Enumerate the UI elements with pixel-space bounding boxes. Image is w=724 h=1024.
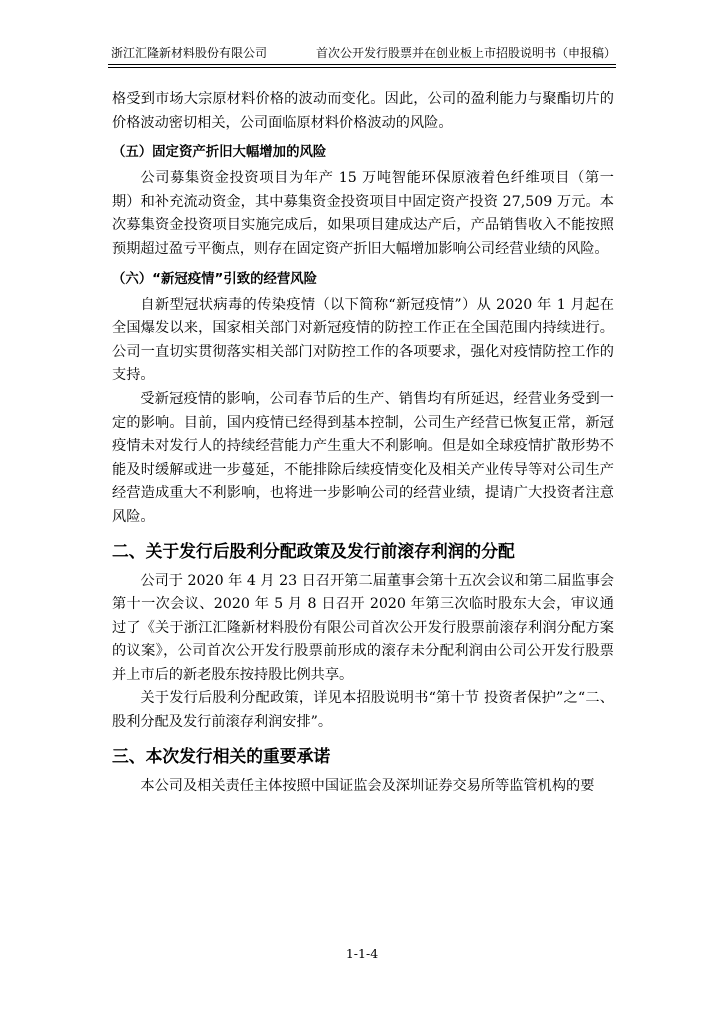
section-heading-2: 二、关于发行后股利分配政策及发行前滚存利润的分配 xyxy=(112,540,515,561)
page-content xyxy=(112,88,614,798)
page-number: 1-1-4 xyxy=(345,946,379,961)
paragraph-3: 本公司及相关责任主体按照中国证监会及深圳证券交易所等监管机构的要 xyxy=(140,777,595,794)
page-header xyxy=(108,40,616,67)
paragraph-2a: 公司于 2020 年 4 月 23 日召开第二届董事会第十五次会议和第二届监事会第十一次会议、2020 年 5 月 8 日召开 2020 年第三次临时股东大会，审议通过了《关于浙江汇隆新材料股份有限公司首次公开发行股票前滚存利润分配方案的议案》，公司首次公开发行股票前形成的滚存未分配利润由公司公开发行股票并上市后的新老股东按持股比例共享。 xyxy=(112,572,614,683)
paragraph-6b: 受新冠疫情的影响，公司春节后的生产、销售均有所延迟，经营业务受到一定的影响。目前，国内疫情已经得到基本控制，公司生产经营已恢复正常，新冠疫情未对发行人的持续经营能力产生重大不利影响。但是如全球疫情扩散形势不能及时缓解或进一步蔓延，不能排除后续疫情变化及相关产业传导等对公司生产经营造成重大不利影响，也将进一步影响公司的经营业绩，提请广大投资者注意风险。 xyxy=(112,390,614,525)
header-company-name: 浙江汇隆新材料股份有限公司 xyxy=(111,46,268,60)
section-heading-6: （六）“新冠疫情”引致的经营风险 xyxy=(112,271,318,287)
section-heading-3: 三、本次发行相关的重要承诺 xyxy=(112,745,331,766)
paragraph-intro: 格受到市场大宗原材料价格的波动而变化。因此，公司的盈利能力与聚酯切片的价格波动密切相关，公司面临原材料价格波动的风险。 xyxy=(112,91,614,131)
header-rule-thick xyxy=(108,64,616,65)
paragraph-5: 公司募集资金投资项目为年产 15 万吨智能环保原液着色纤维项目（第一期）和补充流动资金，其中募集资金投资项目中固定资产投资 27,509 万元。本次募集资金投资项目实施完成后，如果项目建成达产后，产品销售收入不能按照预期超过盈亏平衡点，则存在固定资产折旧大幅增加影响公司经营业绩的风险。 xyxy=(112,170,614,257)
paragraph-2b: 关于发行后股利分配政策，详见本招股说明书“第十节 投资者保护”之“二、股利分配及发行前滚存利润安排”。 xyxy=(112,690,614,731)
paragraph-6a: 自新型冠状病毒的传染疫情（以下简称“新冠疫情”）从 2020 年 1 月起在全国爆发以来，国家相关部门对新冠疫情的防控工作正在全国范围内持续进行。公司一直切实贯彻落实相关部门对防控工作的各项要求，强化对疫情防控工作的支持。 xyxy=(112,296,614,384)
section-heading-5: （五）固定资产折旧大幅增加的风险 xyxy=(112,145,327,161)
header-document-title: 首次公开发行股票并在创业板上市招股说明书（申报稿） xyxy=(315,46,616,60)
header-rule-thin xyxy=(108,67,616,68)
